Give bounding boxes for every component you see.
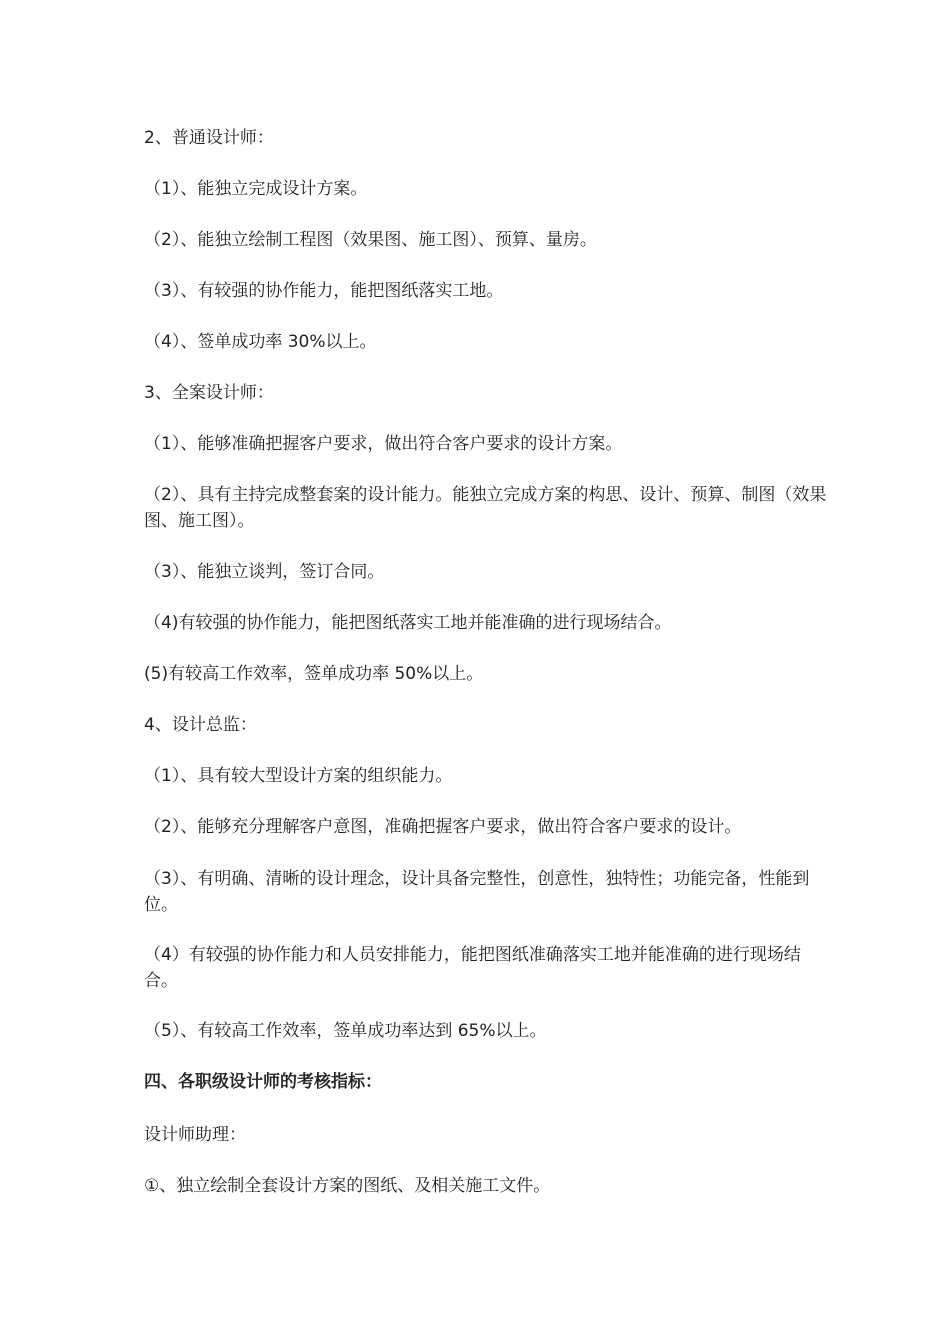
list-item: （2）、具有主持完成整套案的设计能力。能独立完成方案的构思、设计、预算、制图（效果图、施工图）。 — [144, 485, 827, 531]
chapter-heading: 四、各职级设计师的考核指标： — [144, 1072, 382, 1092]
section-heading: 3、全案设计师： — [144, 383, 274, 403]
list-item: （1）、能够准确把握客户要求，做出符合客户要求的设计方案。 — [144, 434, 623, 454]
list-item: (5)有较高工作效率，签单成功率 50%以上。 — [144, 664, 484, 684]
list-item: （4）、签单成功率 30%以上。 — [144, 332, 377, 352]
list-item: （3）、有较强的协作能力，能把图纸落实工地。 — [144, 281, 504, 301]
list-item: ①、独立绘制全套设计方案的图纸、及相关施工文件。 — [144, 1176, 551, 1196]
list-item: （4)有较强的协作能力，能把图纸落实工地并能准确的进行现场结合。 — [144, 613, 672, 633]
list-item: （1）、具有较大型设计方案的组织能力。 — [144, 766, 453, 786]
list-item: （1）、能独立完成设计方案。 — [144, 179, 368, 199]
section-heading: 设计师助理： — [144, 1125, 246, 1145]
list-item: （3）、有明确、清晰的设计理念，设计具备完整性，创意性，独特性；功能完备，性能到位。 — [144, 869, 810, 915]
section-heading: 2、普通设计师： — [144, 128, 274, 148]
section-heading: 4、设计总监： — [144, 715, 257, 735]
list-item: （2）、能够充分理解客户意图，准确把握客户要求，做出符合客户要求的设计。 — [144, 817, 742, 837]
list-item: （4）有较强的协作能力和人员安排能力，能把图纸准确落实工地并能准确的进行现场结合。 — [144, 945, 801, 991]
list-item: （3）、能独立谈判，签订合同。 — [144, 562, 385, 582]
list-item: （2）、能独立绘制工程图（效果图、施工图）、预算、量房。 — [144, 230, 597, 250]
list-item: （5）、有较高工作效率，签单成功率达到 65%以上。 — [144, 1021, 547, 1041]
